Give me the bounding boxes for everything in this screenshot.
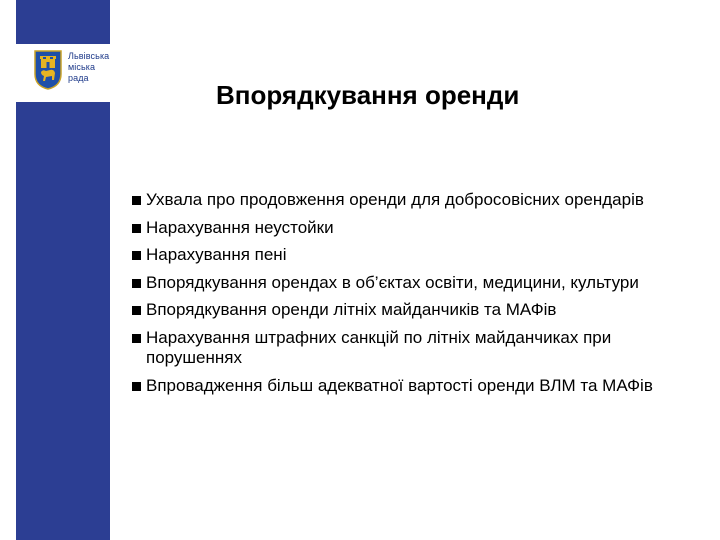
bullet-item xyxy=(132,300,702,321)
square-bullet-icon xyxy=(132,382,141,391)
bullet-text: Нарахування неустойки xyxy=(146,217,334,237)
bullet-item xyxy=(132,245,702,266)
bullet-text: Впровадження більш адекватної вартості оренди ВЛМ та МАФів xyxy=(146,375,653,395)
bullet-text: Впорядкування орендах в об’єктах освіти, медицини, культури xyxy=(146,272,639,292)
bullet-item xyxy=(132,218,702,239)
bullet-text: Нарахування штрафних санкцій по літніх майданчиках при порушеннях xyxy=(146,327,612,367)
bullet-item xyxy=(132,376,702,397)
bullet-list xyxy=(132,190,702,403)
bullet-item xyxy=(132,328,702,369)
logo-text xyxy=(68,51,112,84)
logo-line-1: Львівська xyxy=(68,51,110,61)
bullet-text: Ухвала про продовження оренди для добросовісних орендарів xyxy=(146,190,644,209)
square-bullet-icon xyxy=(132,334,141,343)
logo-line-3: рада xyxy=(68,73,89,83)
square-bullet-icon xyxy=(132,224,141,233)
logo-line-2: міська xyxy=(68,62,96,72)
bullet-text: Нарахування пені xyxy=(146,245,287,264)
square-bullet-icon xyxy=(132,306,141,315)
bullet-item xyxy=(132,190,702,211)
square-bullet-icon xyxy=(132,279,141,288)
square-bullet-icon xyxy=(132,196,141,205)
lviv-coat-of-arms-icon xyxy=(34,50,62,90)
slide-title: Впорядкування оренди xyxy=(216,80,520,110)
bullet-text: Впорядкування оренди літніх майданчиків та МАФів xyxy=(146,300,557,319)
square-bullet-icon xyxy=(132,251,141,260)
bullet-item xyxy=(132,273,702,294)
